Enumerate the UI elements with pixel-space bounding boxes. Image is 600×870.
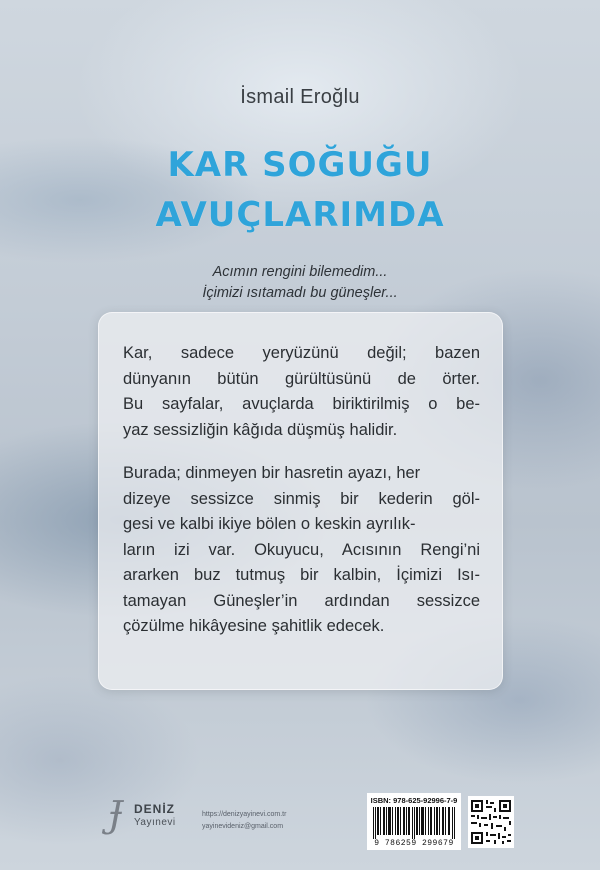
publisher-contact <box>202 809 286 833</box>
isbn-barcode <box>367 793 461 850</box>
qr-pattern <box>468 796 514 848</box>
barcode-digits: 9 786259 299679 <box>374 839 454 848</box>
blurb-panel <box>98 312 503 690</box>
publisher-subname: Yayınevi <box>134 817 176 828</box>
tagline-line-1: Acımın rengini bilemedim... <box>212 264 388 280</box>
barcode-bars-icon <box>373 807 455 839</box>
blurb-line: Kar, sadece yeryüzünü değil; bazen <box>123 344 480 362</box>
blurb-line: ların izi var. Okuyucu, Acısının Rengi’ni <box>123 540 480 559</box>
blurb-paragraph-1 <box>123 341 480 443</box>
blurb-paragraph-2 <box>123 461 480 640</box>
blurb-line: yaz sessizliğin kâğıda düşmüş halidir. <box>123 420 398 439</box>
blurb-line: Burada; dinmeyen bir hasretin ayazı, her <box>123 464 421 482</box>
book-title <box>120 140 480 240</box>
blurb-line: ararken buz tutmuş bir kalbin, İçimizi Isı- <box>123 566 480 584</box>
publisher-name: DENİZ <box>134 802 175 816</box>
tagline-line-2: İçimizi ısıtamadı bu güneşler... <box>202 285 398 301</box>
blurb-line: çözülme hikâyesine şahitlik edecek. <box>123 617 385 635</box>
blurb-line: dünyanın bütün gürültüsünü de örter. <box>123 369 480 388</box>
isbn-label: ISBN: 978-625-92996-7-9 <box>370 796 458 805</box>
blurb-line: Bu sayfalar, avuçlarda biriktirilmiş o be- <box>123 395 480 413</box>
publisher-website[interactable]: https://denizyayinevi.com.tr <box>202 811 287 818</box>
author-name: İsmail Eroğlu <box>240 86 360 108</box>
blurb-line: gesi ve kalbi ikiye bölen o keskin ayrılık- <box>123 515 416 533</box>
publisher-logo <box>108 796 198 836</box>
title-line-1: KAR SOĞUĞU <box>167 145 433 185</box>
publisher-logo-icon: Ɉ <box>108 795 123 836</box>
blurb-line: tamayan Güneşler’in ardından sessizce <box>123 591 480 610</box>
tagline <box>150 262 450 304</box>
qr-code-icon[interactable] <box>468 796 514 848</box>
title-line-2: AVUÇLARIMDA <box>155 195 445 235</box>
blurb-line: dizeye sessizce sinmiş bir kederin göl- <box>123 489 480 508</box>
publisher-email[interactable]: yayinevideniz@gmail.com <box>202 823 284 830</box>
